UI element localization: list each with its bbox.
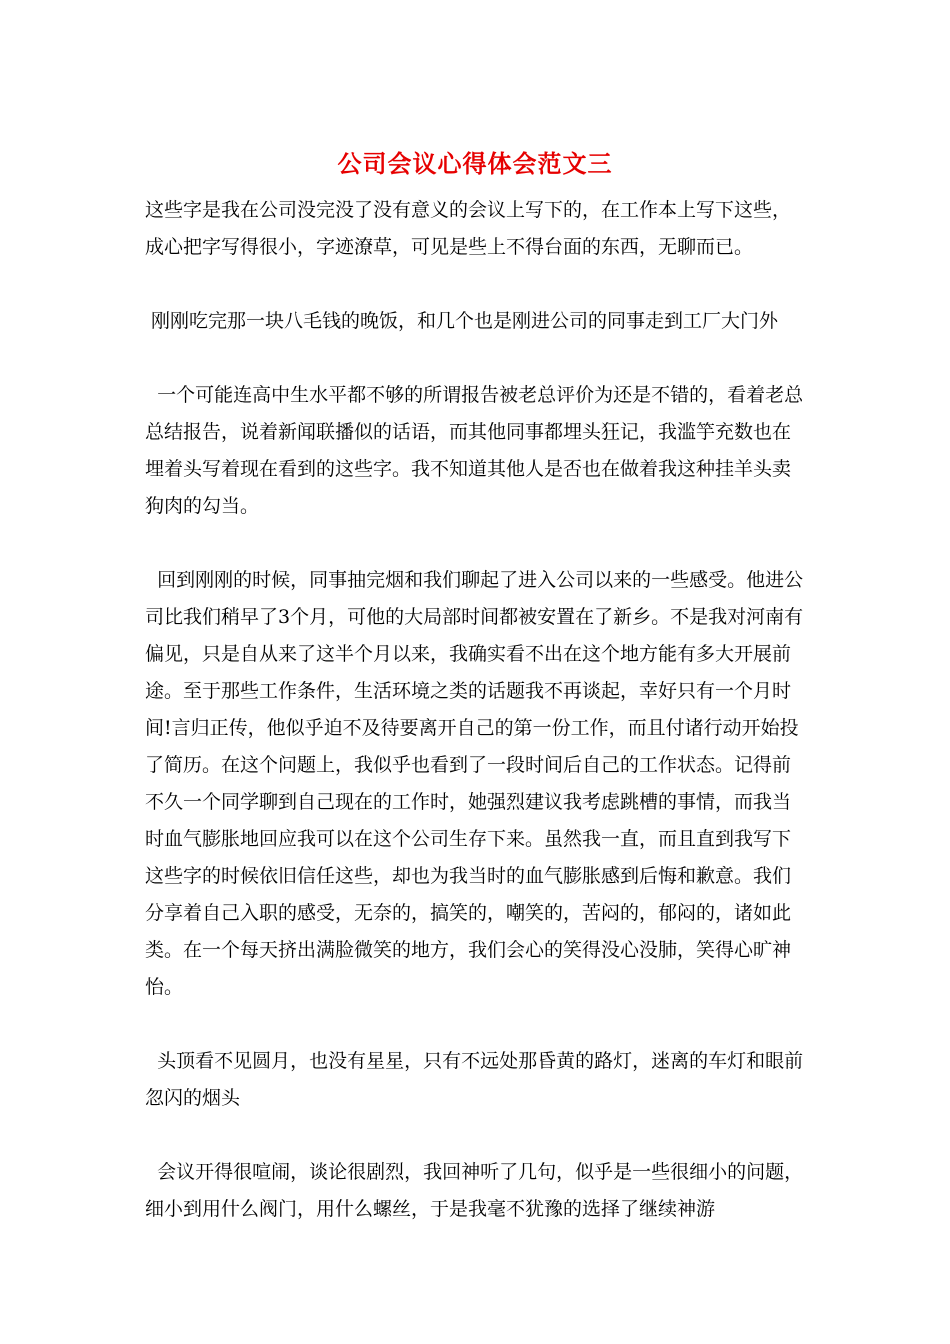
paragraph-5: 头顶看不见圆月，也没有星星，只有不远处那昏黄的路灯，迷离的车灯和眼前忽闪的烟头 [145,1050,804,1109]
paragraph-spacer [145,266,809,303]
paragraph-6: 会议开得很喧闹，谈论很剧烈，我回神听了几句，似乎是一些很细小的问题，细小到用什么阀门，用什么螺丝，于是我毫不犹豫的选择了继续神游 [145,1161,804,1220]
paragraph-spacer [145,340,809,377]
paragraph-3: 一个可能连高中生水平都不够的所谓报告被老总评价为还是不错的，看着老总总结报告，说着新闻联播似的话语，而其他同事都埋头狂记，我滥竽充数也在埋着头写着现在看到的这些字。我不知道其他人是否也在做着我这种挂羊头卖狗肉的勾当。 [145,384,804,517]
paragraph-spacer [145,1006,809,1043]
paragraph-spacer [145,525,809,562]
paragraph-spacer [145,1117,809,1154]
document-title: 公司会议心得体会范文三 [337,149,613,178]
paragraph-4: 回到刚刚的时候，同事抽完烟和我们聊起了进入公司以来的一些感受。他进公司比我们稍早了3个月，可他的大局部时间都被安置在了新乡。不是我对河南有偏见，只是自从来了这半个月以来，我确实看不出在这个地方能有多大开展前途。至于那些工作条件，生活环境之类的话题我不再谈起，幸好只有一个月时间!言归正传，他似乎迫不及待要离开自己的第一份工作，而且付诸行动开始投了简历。在这个问题上，我似乎也看到了一段时间后自己的工作状态。记得前不久一个同学聊到自己现在的工作时，她强烈建议我考虑跳槽的事情，而我当时血气膨胀地回应我可以在这个公司生存下来。虽然我一直，而且直到我写下这些字的时候依旧信任这些，却也为我当时的血气膨胀感到后悔和歉意。我们分享着自己入职的感受，无奈的，搞笑的，嘲笑的，苦闷的，郁闷的，诸如此类。在一个每天挤出满脸微笑的地方，我们会心的笑得没心没肺，笑得心旷神怡。 [145,569,804,998]
document-body [145,192,809,1228]
paragraph-1: 这些字是我在公司没完没了没有意义的会议上写下的，在工作本上写下这些，成心把字写得很小，字迹潦草，可见是些上不得台面的东西，无聊而已。 [145,199,792,258]
paragraph-2: 刚刚吃完那一块八毛钱的晚饭，和几个也是刚进公司的同事走到工厂大门外 [145,310,779,332]
